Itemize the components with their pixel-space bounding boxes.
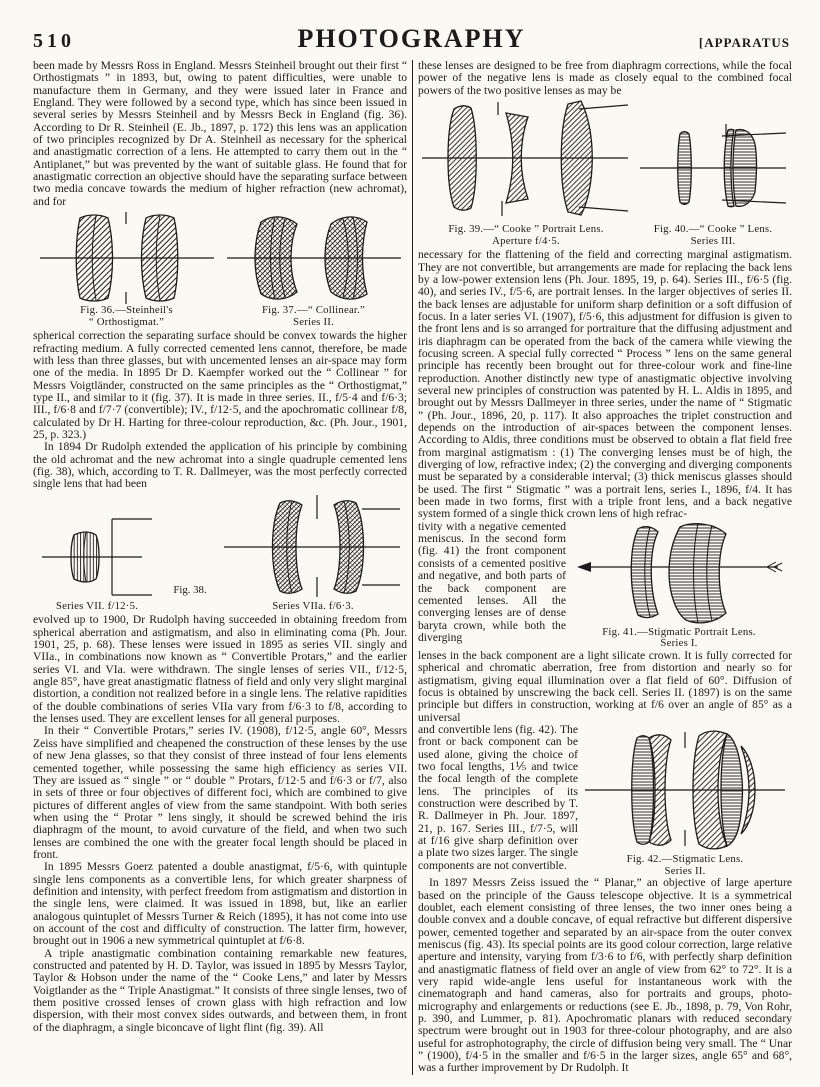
fig38-series-viia-diagram (222, 493, 404, 601)
paragraph: spherical correction the separating surface should be convex towards the higher refracting medium. A fully corrected cemented lens cannot, therefore, be made with less than three glasses, but with uncemented lenses an air-space may form one of the media. In 1895 Dr D. Kaempfer worked out the “ Collinear ” for Messrs Voigtländer, constructed on the same principles as the “ Orthostigmat,” type II., and similar to it (fig. 37). It is made in three series. II., f/5·4 and f/6·3; III., f/6·8 and f/7·7 (convertible); IV., f/12·5, and the apochromatic collinear f/8, calculated by Dr H. Harting for three-colour reproduction, &c. (Ph. Jour., 1901, 25, p. 323.) (33, 329, 407, 442)
fig39-lens-diagram (422, 100, 630, 224)
figures-36-37 (33, 211, 407, 328)
paragraph: In their “ Convertible Protars,” series IV. (1908), f/12·5, angle 60°, Messrs Zeiss have simplified and cheapened the construction of these lenses by the use of new Jena glasses, so that they consist of three instead of four lens elements cemented together, while possessing the same high efficiency as series VII. They are issued as “ single ” or “ double ” Protars, f/12·5 and f/6·3 or f/7, also in sets of three or four objectives of different foci, which are combined to give pictures of different angles of view from the same standpoint. With both series when using the “ Protar ” lens singly, it should be screwed behind the iris diaphragm of the mount, to avoid curvature of the field, and when two such lenses are combined the one with the greater focal length should be placed in front. (33, 724, 407, 861)
paragraph: been made by Messrs Ross in England. Messrs Steinheil brought out their first “ Orthostigmats ” in 1893, but, owing to patent difficulties, were unable to manufacture them in Germany, and they were issued later in France and England. They were followed by a second type, which has since been issued in several series by Messrs Steinheil and by Messrs Beck in England (fig. 36). According to Dr R. Steinheil (E. Jb., 1897, p. 172) this lens was an application of two principles recognized by Dr A. Steinheil as necessary for the spherical and anastigmatic correction of a lens. He attempted to carry them out in the “ Antiplanet,” but was prevented by the want of suitable glass. He found that for anastigmatic correction an objective should have the separating surface between two media concave towards the medium of higher refraction (new achromat), and for (33, 59, 407, 208)
fig38-center-label: Fig. 38. (173, 584, 207, 597)
fig42-caption: Fig. 42.—Stigmatic Lens. Series II. (626, 853, 744, 877)
figures-39-40 (418, 100, 792, 247)
paragraph: necessary for the flattening of the field and correcting marginal astigmatism. They are not convertible, but arrangements are made for replacing the back lens by a low-power extension lens (Ph. Jour. 1895, 19, p. 64). Series III., f/6·5 (fig. 40), and series IV., f/5·6, are portrait lenses. In the larger objectives of series II. the back lenses are adjustable for uniform sharp definition or a soft diffusion of focus. In a later series VI. (1907), f/5·6, this adjustment for diffusion is given to the front lens and is so arranged for portraiture that the diffusing adjustment and iris diaphragm can be operated from the back of the camera while viewing the focusing screen. A special fully corrected “ Process ” lens on the same general principle has recently been brought out for three-colour work and fine-line reproduction. Another distinctly new type of anastigmatic objective involving several new principles of construction was patented by H. L. Aldis in 1895, and brought out by Messrs Dallmeyer in three series, under the name of “ Stigmatic ” (Ph. Jour., 1896, 20, p. 117). It also approaches the triplet construction and depends on the introduction of air-spaces between the component lenses. According to Aldis, three conditions must be observed to obtain a flat field free from marginal astigmatism : (1) The converging lenses must be of high, the diverging of low, refractive index; (2) the converging and diverging components must be separated by a considerable interval; (3) thick meniscus glasses should be used. The first “ Stigmatic ” was a portrait lens, series I., 1896, f/4. It has been made in two forms, first with a triple front lens, and a back negative system formed of a single thick crown lens of high refrac- (418, 248, 792, 521)
section-header: [APPARATUS (698, 35, 790, 50)
page-number: 510 (33, 30, 75, 52)
paragraph: these lenses are designed to be free from diaphragm corrections, while the focal power of the negative lens is made as closely equal to the combined focal powers of the two positive lenses as may be (418, 59, 792, 97)
figure-37 (225, 211, 403, 328)
figure-40 (638, 100, 788, 247)
wrap-block-fig41 (418, 521, 792, 650)
fig41-caption: Fig. 41.—Stigmatic Portrait Lens. Series I. (602, 625, 756, 650)
right-column (418, 60, 792, 1075)
paragraph: tivity with a negative cemented meniscus. In the second form (fig. 41) the front component consists of a cemented positive and negative, and both parts of the back component are cemented lenses. All the converging lenses are of dense baryta crown, while both the diverging (418, 519, 566, 644)
fig36-caption: Fig. 36.—Steinheil's “ Orthostigmat.” (80, 304, 173, 328)
fig38-left-label: Series VII. f/12·5. (55, 599, 139, 612)
paragraph: In 1894 Dr Rudolph extended the application of his principle by combining the old achromat and the new achromat into a single quadruple cemented lens (fig. 38), which, according to T. R. Dallmeyer, was the most perfectly corrected single lens that had been (33, 440, 407, 491)
figure-39 (422, 100, 630, 247)
fig38-series-vii-diagram (38, 499, 156, 601)
paragraph: In 1897 Messrs Zeiss issued the “ Planar,” an objective of large aperture based on the principle of the Gauss telescope objective. It is a symmetrical doublet, each element consisting of three lenses, the two inner ones being a double convex and a double concave, of equal refractive but different dispersive power, cemented together and separated by an air-space from the outer convex meniscus (fig. 43). Its special points are its good colour correction, large relative aperture and intensity, varying from f/3·6 to f/6, with perfectly sharp definition and anastigmatic flatness of field over an angle of view from 62° to 72°. It is a very rapid wide-angle lens useful for instantaneous work with the cinematograph and hand cameras, also for portraits and groups, photo-micrography and enlargements or reductions (see E. Jb., 1898, p. 79, Von Rohr, p. 390, and Lummer, p. 81). Apochromatic planars with reduced secondary spectrum were brought out in 1903 for three-colour photography, and are also useful for astrophotography, the circle of diffusion being very small. The “ Unar ” (1900), f/4·5 in the smaller and f/6·5 in the larger sizes, angle 65° and 68°, was a further improvement by Dr Rudolph. It (418, 876, 792, 1075)
fig41-lens-diagram (574, 521, 784, 627)
left-column (33, 60, 407, 1075)
column-divider (412, 60, 413, 1075)
paragraph: A triple anastigmatic combination containing remarkable new features, constructed and patented by H. D. Taylor, was issued in 1895 by Messrs Taylor, Taylor & Hobson under the name of the “ Cooke Lens,” and later by Messrs Voigtlander as the “ Triple Anastigmat.” It consists of three single lenses, two of them positive crossed lenses of crown glass with high refraction and low dispersion, with their most convex sides outwards, and between them, in front of the diaphragm, a single biconcave of light flint (fig. 39). All (33, 946, 407, 1034)
paragraph: In 1895 Messrs Goerz patented a double anastigmat, f/5·6, with quintuple single lens components as a convertible lens, for which greater sharpness of definition and intensity, with perfect freedom from astigmatism and distortion in the single lens, were claimed. It was issued in 1898, but, like an earlier analogous quintuplet of Messrs Turner & Reich (1895), it has not come into use on account of the cost and difficulty of construction. The latter firm, however, brought out in 1906 a new symmetrical quintuplet at f/6·8. (33, 860, 407, 948)
figure-42 (578, 724, 792, 877)
fig38-right-label: Series VIIa. f/6·3. (272, 599, 354, 612)
fig39-caption: Fig. 39.—“ Cooke ” Portrait Lens. Aperture f/4·5. (448, 223, 604, 247)
paragraph: and convertible lens (fig. 42). The front or back component can be used alone, giving the choice of two focal lengths, 1⅕ and twice the focal length of the complete lens. The principles of its construction were described by T. R. Dallmeyer in Ph. Jour. 1897, 21, p. 167. Series III., f/7·5, will at f/16 give sharp definition over a plate two sizes larger. The single components are not convertible. (418, 723, 578, 872)
figure-41 (566, 521, 792, 650)
fig40-caption: Fig. 40.—“ Cooke ” Lens. Series III. (653, 223, 773, 247)
fig38-series-vii (33, 499, 161, 613)
figure-36 (38, 211, 216, 328)
figure-38 (33, 493, 407, 613)
wrap-block-fig42 (418, 724, 792, 877)
fig37-lens-diagram (225, 211, 403, 305)
page-header (0, 0, 820, 56)
fig36-lens-diagram (38, 211, 216, 305)
two-column-body (0, 56, 820, 1075)
page-title: PHOTOGRAPHY (297, 24, 526, 53)
paragraph: lenses in the back component are a light silicate crown. It is fully corrected for spherical and chromatic aberration, free from distortion and nearly so for astigmatism, giving equal illumination over a flat field of 60°. Diffusion of focus is obtained by unscrewing the back cell. Series II. (1897) is on the same principle but differs in construction, working at f/6 over an angle of 85° as a universal (418, 648, 792, 724)
fig40-lens-diagram (638, 100, 788, 224)
paragraph: evolved up to 1900, Dr Rudolph having succeeded in obtaining freedom from spherical aberration and astigmatism, and also in eliminating coma (Ph. Jour. 1901, 25, p. 68). These lenses were issued in 1895 as series VII. singly and VIIa., in combinations now known as “ Convertible Protars,” and the earlier series VI. and VIa. were withdrawn. The single lenses of series VII., f/12·5, angle 85°, have great anastigmatic flatness of field and only very slight marginal distortion, a condition not realized before in a single lens. The relative rapidities of the double combinations of series VIIa vary from f/6·3 to f/8, according to the lenses used. They are excellent lenses for all general purposes. (33, 613, 407, 726)
fig42-lens-diagram (585, 724, 785, 854)
fig38-series-viia (219, 493, 407, 613)
fig37-caption: Fig. 37.—“ Collinear.” Series II. (261, 304, 366, 328)
